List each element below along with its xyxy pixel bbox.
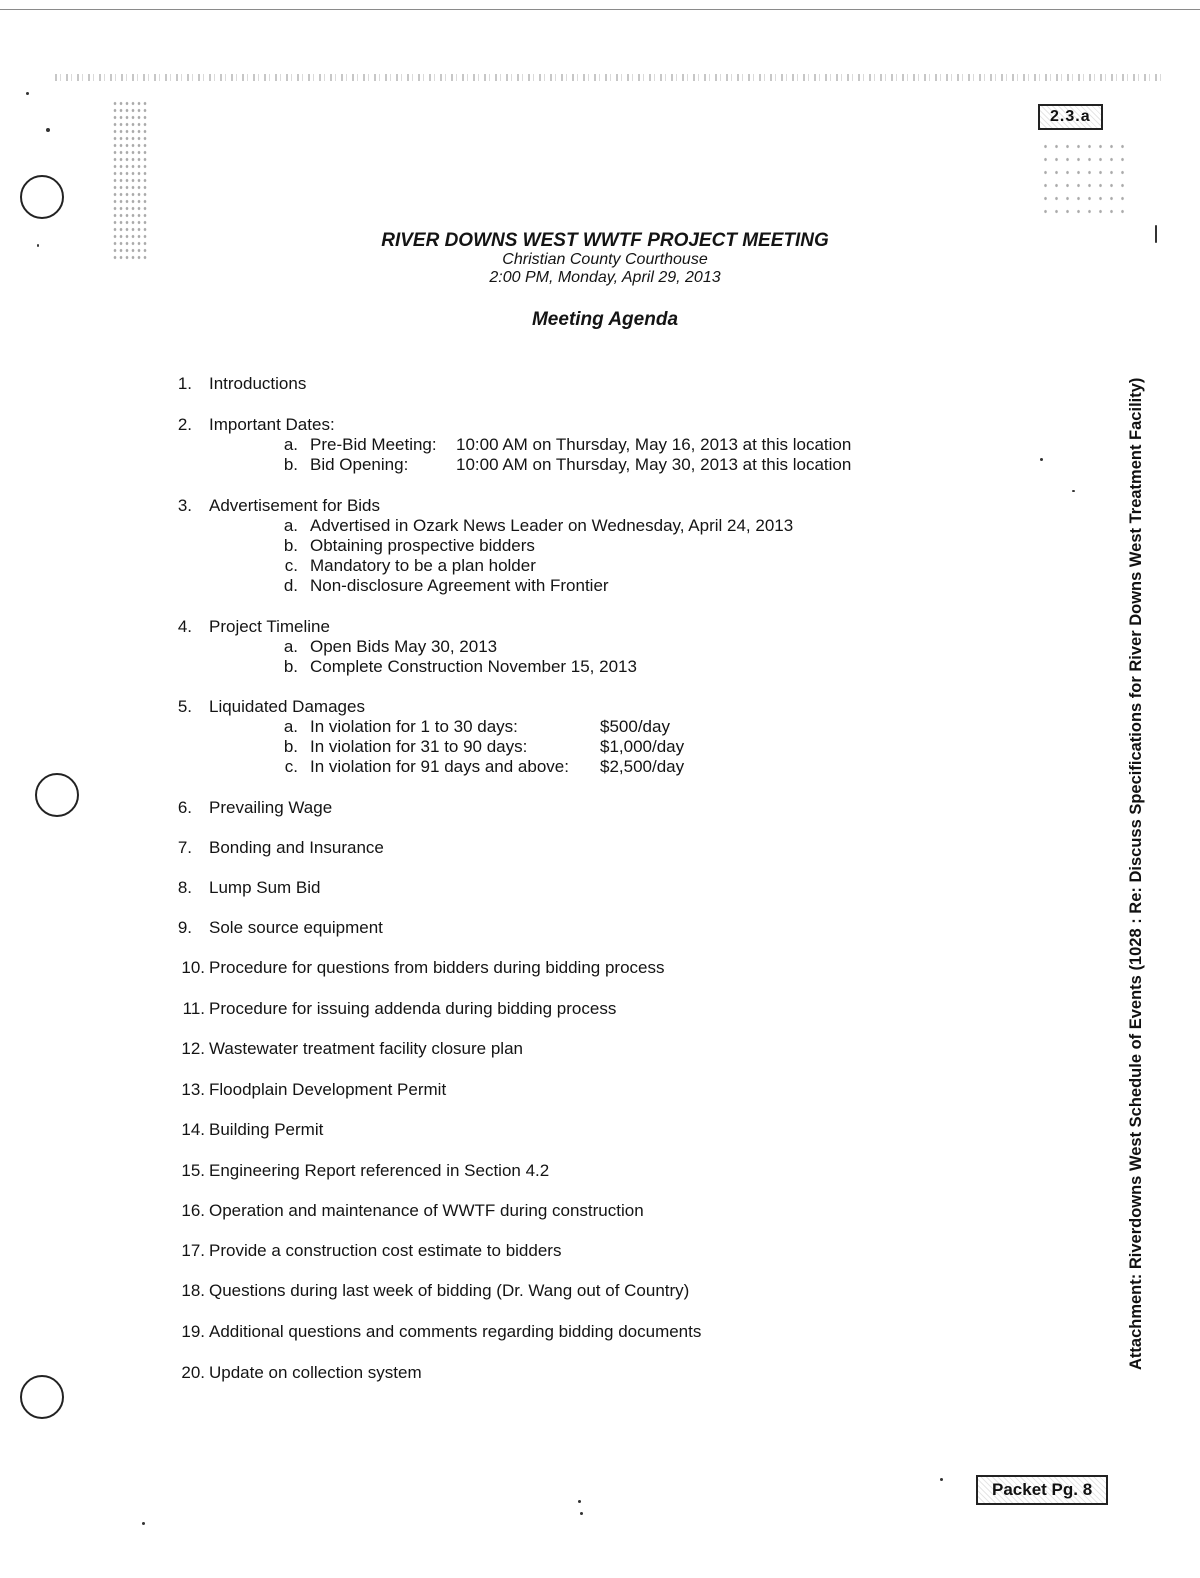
agenda-item [172,617,1072,677]
agenda-item-number: 12. [181,1039,205,1058]
agenda-item-number: 9. [177,918,192,937]
agenda-subitem [172,717,1072,737]
subitem-letter: d. [283,576,298,595]
subitem-letter: a. [283,435,298,454]
agenda-item [172,1120,1072,1140]
agenda-subitem [172,516,1072,536]
subitem-letter: c. [284,556,298,575]
agenda-item-number: 13. [181,1080,205,1099]
subitem-label: Pre-Bid Meeting: [310,435,437,454]
agenda-item-text: Building Permit [209,1120,324,1139]
scan-speckles-left [112,100,148,260]
agenda-subitem [172,737,1072,757]
agenda-subitem [172,637,1072,657]
agenda-item-number: 4. [177,617,192,636]
agenda-item-number: 19. [181,1322,205,1341]
subitem-letter: a. [283,516,298,535]
agenda-subitem [172,576,1072,596]
subitem-text: Complete Construction November 15, 2013 [310,657,637,676]
agenda-subitems [172,516,1072,596]
agenda-item [172,697,1072,777]
agenda-item-text: Update on collection system [209,1363,422,1382]
agenda-item-text: Procedure for issuing addenda during bidding process [209,999,617,1018]
agenda-subitem [172,657,1072,677]
agenda-item [172,1281,1072,1301]
agenda-item-number: 11. [182,999,205,1018]
agenda-item-text: Engineering Report referenced in Section 4.2 [209,1161,550,1180]
agenda-item-number: 16. [181,1201,205,1220]
agenda-item-text: Liquidated Damages [209,697,365,716]
agenda-item [172,1161,1072,1181]
agenda-item-number: 7. [177,838,192,857]
agenda-item-text: Project Timeline [209,617,330,636]
agenda-item [172,496,1072,596]
scan-dot [940,1478,943,1481]
punch-hole-top [20,175,64,219]
agenda-item [172,878,1072,898]
agenda-subitems [172,435,1072,475]
agenda-item [172,999,1072,1019]
packet-page-badge: Packet Pg. 8 [976,1475,1108,1505]
agenda-item-text: Operation and maintenance of WWTF during construction [209,1201,644,1220]
agenda-subitem [172,536,1072,556]
punch-hole-middle [35,773,79,817]
agenda-item-number: 6. [177,798,192,817]
scan-dot [26,92,29,95]
subitem-text: Mandatory to be a plan holder [310,556,536,575]
agenda-item [172,958,1072,978]
scan-dot [578,1500,581,1503]
agenda-item-text: Introductions [209,374,307,393]
subitem-label: In violation for 31 to 90 days: [310,737,528,756]
agenda-item-text: Additional questions and comments regarding bidding documents [209,1322,702,1341]
agenda-item-text: Provide a construction cost estimate to bidders [209,1241,562,1260]
agenda-item [172,798,1072,818]
agenda-item-number: 20. [181,1363,205,1382]
scan-noise-strip [55,74,1165,81]
agenda-item-number: 14. [181,1120,205,1139]
scan-dot [142,1522,145,1525]
agenda-item [172,1241,1072,1261]
agenda-item-number: 5. [177,697,192,716]
subitem-letter: c. [284,757,298,776]
subitem-value: $500/day [600,717,670,736]
agenda-item-number: 2. [177,415,192,434]
agenda-subitem [172,455,1072,475]
subitem-letter: b. [283,657,298,676]
agenda-item [172,415,1072,475]
agenda-item [172,1201,1072,1221]
agenda-item-number: 18. [181,1281,205,1300]
subitem-label: Bid Opening: [310,455,409,474]
punch-hole-bottom [20,1375,64,1419]
agenda-item [172,1080,1072,1100]
agenda-subitem [172,757,1072,777]
agenda-item-text: Important Dates: [209,415,335,434]
subitem-label: In violation for 1 to 30 days: [310,717,518,736]
agenda-item [172,918,1072,938]
agenda-item-text: Bonding and Insurance [209,838,384,857]
agenda-subitems [172,717,1072,777]
subitem-letter: a. [283,637,298,656]
agenda-item-number: 1. [177,374,192,393]
agenda-item-number: 17. [181,1241,205,1260]
subitem-letter: b. [283,455,298,474]
agenda-item-text: Sole source equipment [209,918,383,937]
document-header [300,230,910,331]
scan-dot [46,128,50,132]
subitem-value: 10:00 AM on Thursday, May 16, 2013 at this location [456,435,852,454]
subitem-text: Open Bids May 30, 2013 [310,637,498,656]
agenda-item-text: Wastewater treatment facility closure plan [209,1039,523,1058]
subitem-text: Advertised in Ozark News Leader on Wednesday, April 24, 2013 [310,516,794,535]
agenda-item [172,1039,1072,1059]
agenda-item-number: 15. [181,1161,205,1180]
agenda-subitems [172,637,1072,677]
scan-speckles-right [1040,140,1130,220]
agenda-item-text: Lump Sum Bid [209,878,321,897]
agenda-item-text: Questions during last week of bidding (Dr. Wang out of Country) [209,1281,690,1300]
agenda-subitem [172,556,1072,576]
agenda-subitem [172,435,1072,455]
subitem-letter: b. [283,536,298,555]
subitem-letter: a. [283,717,298,736]
agenda-item-text: Prevailing Wage [209,798,333,817]
subitem-label: In violation for 91 days and above: [310,757,569,776]
item-number-badge: 2.3.a [1038,104,1103,130]
agenda-item-text: Advertisement for Bids [209,496,381,515]
scan-dot [1072,490,1075,492]
page-top-edge [0,9,1200,10]
agenda-item [172,1363,1072,1383]
agenda-item-number: 3. [177,496,192,515]
agenda-item [172,838,1072,858]
subitem-value: 10:00 AM on Thursday, May 30, 2013 at this location [456,455,852,474]
scan-dot [37,244,39,247]
subitem-letter: b. [283,737,298,756]
agenda-item-number: 8. [177,878,192,897]
agenda-item [172,1322,1072,1342]
meeting-datetime: 2:00 PM, Monday, April 29, 2013 [489,269,721,286]
agenda-item-number: 10. [181,958,205,977]
meeting-location: Christian County Courthouse [502,251,708,268]
subitem-value: $2,500/day [600,757,685,776]
subitem-text: Non-disclosure Agreement with Frontier [310,576,609,595]
agenda-item-text: Floodplain Development Permit [209,1080,447,1099]
meeting-title: RIVER DOWNS WEST WWTF PROJECT MEETING [381,230,829,251]
agenda-list [172,374,1072,1383]
scan-dot [1155,225,1157,243]
subitem-text: Obtaining prospective bidders [310,536,535,555]
attachment-side-label: Attachment: Riverdowns West Schedule of Events (1028 : Re: Discuss Specifications for River Downs West Treatment Facility) [1127,377,1145,1370]
scan-dot [580,1512,583,1515]
subitem-value: $1,000/day [600,737,685,756]
agenda-item-text: Procedure for questions from bidders during bidding process [209,958,665,977]
agenda-heading: Meeting Agenda [531,309,679,330]
agenda-item [172,374,1072,394]
